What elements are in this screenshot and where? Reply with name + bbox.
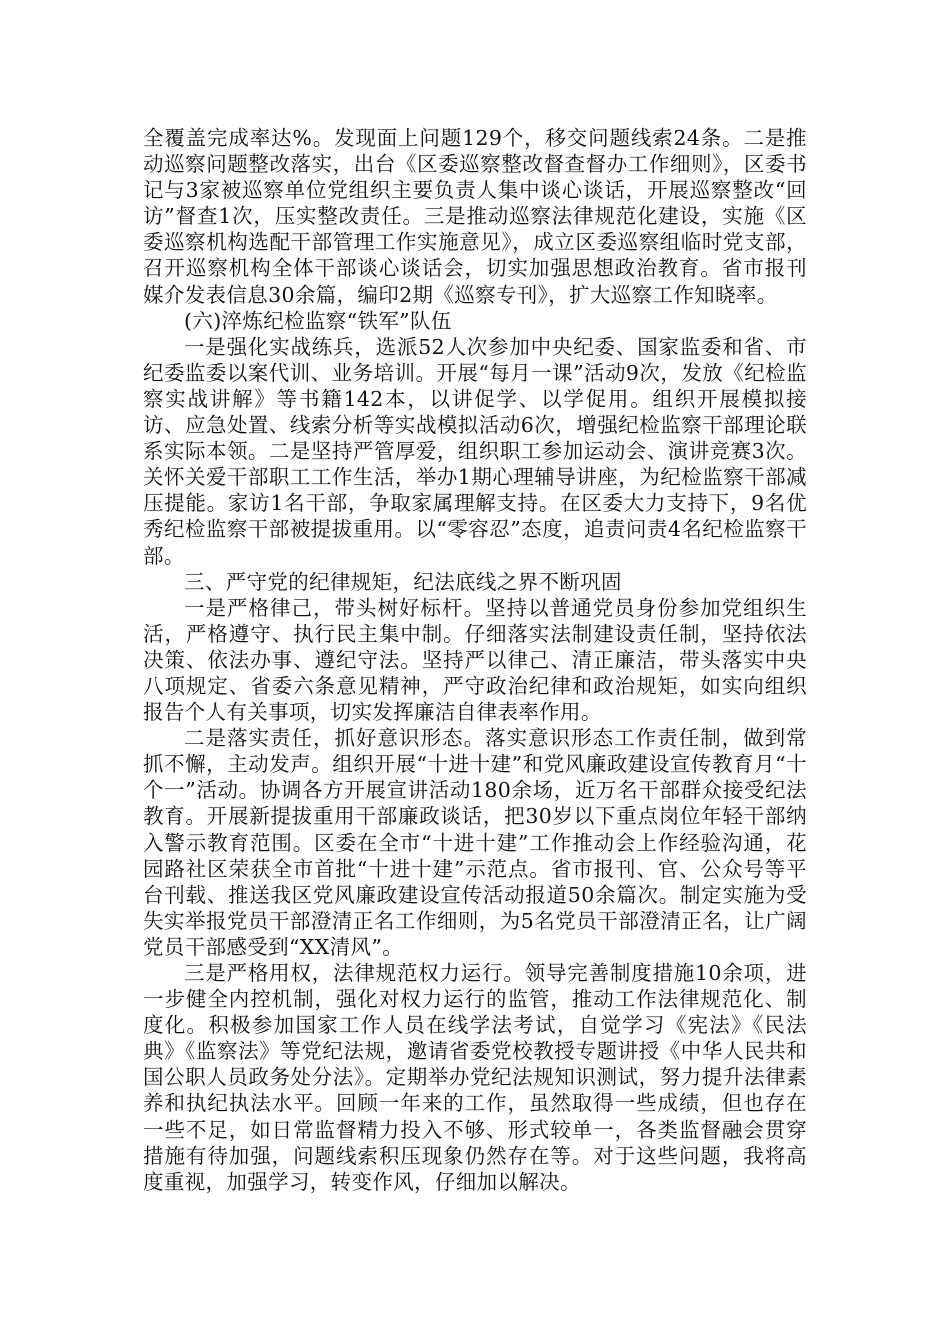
paragraph-inspection-summary: 全覆盖完成率达%。发现面上问题129个，移交问题线索24条。二是推动巡察问题整改落实，出台《区委巡察整改督查督办工作细则》，区委书记与3家被巡察单位党组织主要负责人集中谈心谈话，开展巡察整改“回访”督查1次，压实整改责任。三是推动巡察法律规范化建设，实施《区委巡察机构选配干部管理工作实施意见》，成立区委巡察组临时党支部，召开巡察机构全体干部谈心谈话会，切实加强思想政治教育。省市报刊媒介发表信息30余篇，编印2期《巡察专刊》，扩大巡察工作知晓率。 — [143, 126, 807, 307]
section-heading-6: (六)淬炼纪检监察“铁军”队伍 — [184, 308, 452, 333]
paragraph-power-regulation: 三是严格用权，法律规范权力运行。领导完善制度措施10余项，进一步健全内控机制，强化对权力运行的监管，推动工作法律规范化、制度化。积极参加国家工作人员在线学法考试，自觉学习《宪法》《民法典》《监察法》等党纪法规，邀请省委党校教授专题讲授《中华人民共和国公职人员政务处分法》。定期举办党纪法规知识测试，努力提升法律素养和执纪执法水平。回顾一年来的工作，虽然取得一些成绩，但也存在一些不足，如日常监督精力投入不够、形式较单一，各类监督融会贯穿措施有待加强，问题线索积压现象仍然存在等。对于这些问题，我将高度重视，加强学习，转变作风，仔细加以解决。 — [143, 961, 807, 1194]
paragraph-team-training: 一是强化实战练兵，选派52人次参加中央纪委、国家监委和省、市纪委监委以案代训、业务培训。开展“每月一课”活动9次，发放《纪检监察实战讲解》等书籍142本，以讲促学、以学促用。组织开展模拟接访、应急处置、线索分析等实战模拟活动6次，增强纪检监察干部理论联系实际本领。二是坚持严管厚爱，组织职工参加运动会、演讲竞赛3次。关怀关爱干部职工工作生活，举办1期心理辅导讲座，为纪检监察干部减压提能。家访1名干部，争取家属理解支持。在区委大力支持下，9名优秀纪检监察干部被提拔重用。以“零容忍”态度，追责问责4名纪检监察干部。 — [143, 334, 807, 568]
paragraph-self-discipline: 一是严格律己，带头树好标杆。坚持以普通党员身份参加党组织生活，严格遵守、执行民主集中制。仔细落实法制建设责任制，坚持依法决策、依法办事、遵纪守法。坚持严以律己、清正廉洁，带头落实中央八项规定、省委六条意见精神，严守政治纪律和政治规矩，如实向组织报告个人有关事项，切实发挥廉洁自律表率作用。 — [143, 595, 807, 725]
section-heading-3: 三、严守党的纪律规矩，纪法底线之界不断巩固 — [184, 569, 622, 594]
paragraph-ideology-responsibility: 二是落实责任，抓好意识形态。落实意识形态工作责任制，做到常抓不懈，主动发声。组织开展“十进十建”和党风廉政建设宣传教育月“十个一”活动。协调各方开展宣讲活动180余场，近万名干部群众接受纪法教育。开展新提拔重用干部廉政谈话，把30岁以下重点岗位年轻干部纳入警示教育范围。区委在全市“十进十建”工作推动会上作经验沟通，花园路社区荣获全市首批“十进十建”示范点。省市报刊、官、公众号等平台刊载、推送我区党风廉政建设宣传活动报道50余篇次。制定实施为受失实举报党员干部澄清正名工作细则，为5名党员干部澄清正名，让广阔党员干部感受到“XX清风”。 — [143, 726, 807, 959]
document-body — [143, 125, 807, 1195]
